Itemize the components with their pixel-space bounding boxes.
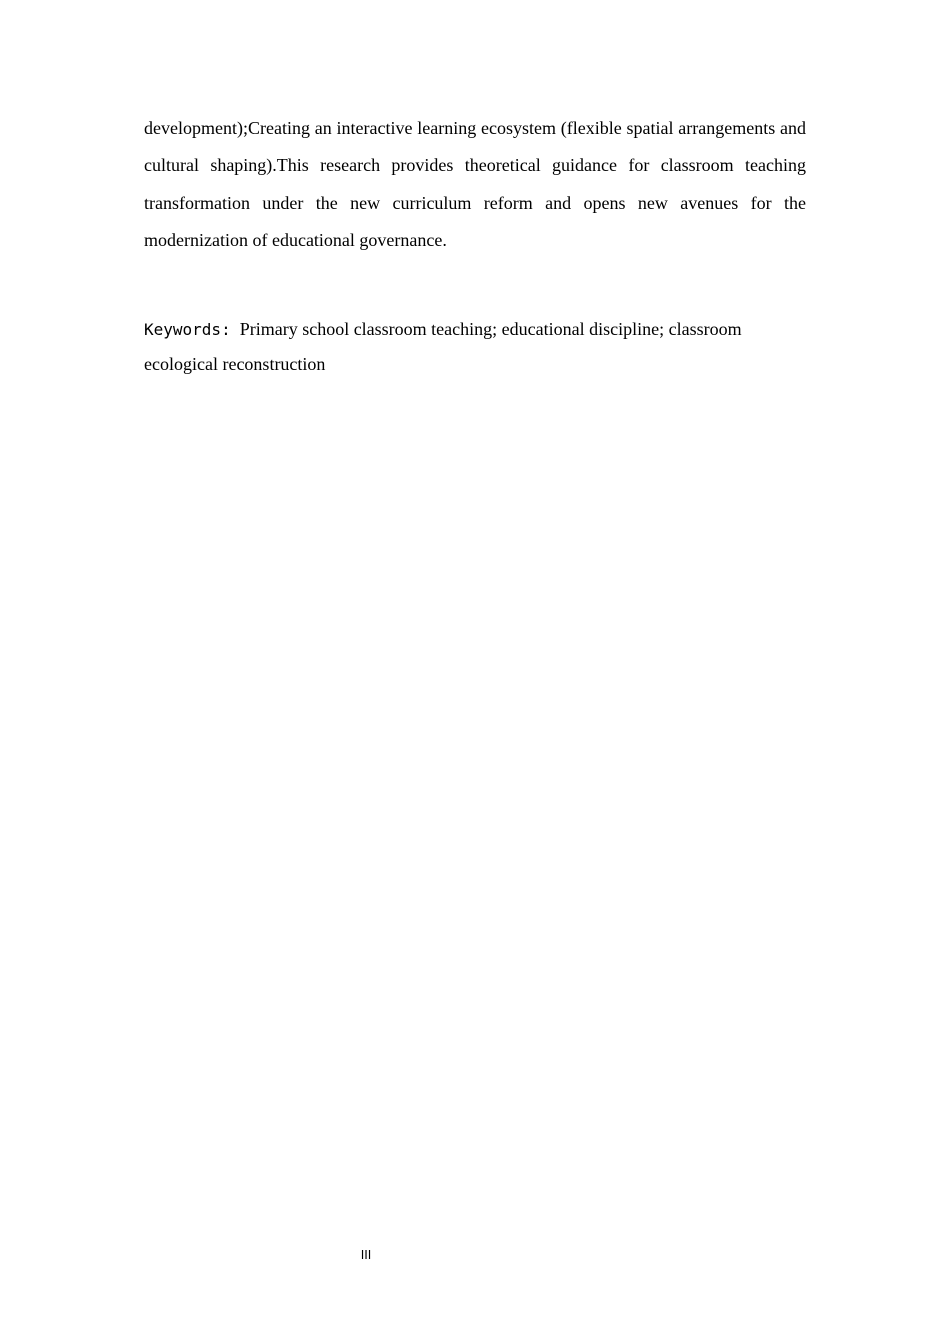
page-number: III <box>360 1248 372 1262</box>
abstract-continuation-paragraph: development);Creating an interactive learning ecosystem (flexible spatial arrangements and cultural shaping).This research provides theoretical guidance for classroom teaching transformation under the new curriculum reform and opens new avenues for the modernization of educational governance. <box>144 118 806 250</box>
keywords-label: Keywords: <box>144 320 231 339</box>
keywords-paragraph <box>144 312 806 382</box>
keywords-text: Primary school classroom teaching; educational discipline; classroom ecological reconstruction <box>144 319 742 374</box>
